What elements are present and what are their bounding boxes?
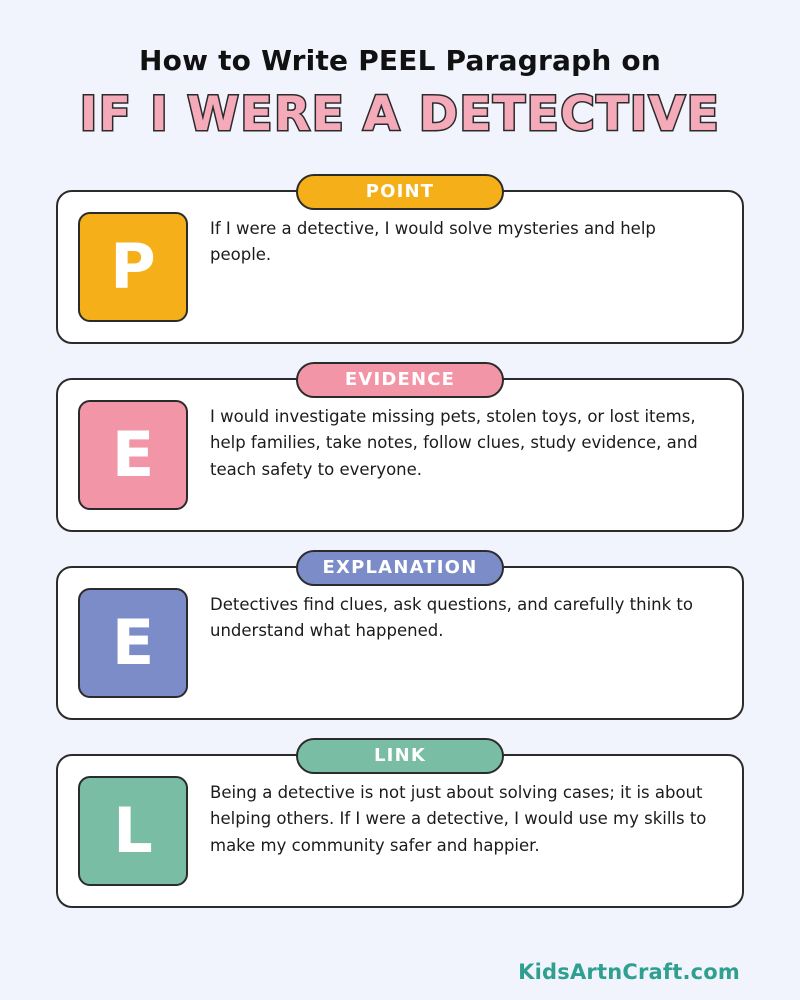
letter-badge-l: L — [78, 776, 188, 886]
section-text-explanation: Detectives find clues, ask questions, and carefully think to understand what happened. — [210, 594, 693, 641]
peel-section-evidence — [56, 362, 744, 532]
letter-badge-e1: E — [78, 400, 188, 510]
footer-credit: KidsArtnCraft.com — [518, 960, 740, 984]
page-title-line1: How to Write PEEL Paragraph on — [139, 44, 661, 77]
letter-badge-p: P — [78, 212, 188, 322]
letter-badge-e2: E — [78, 588, 188, 698]
peel-section-link — [56, 738, 744, 908]
poster-header — [56, 44, 744, 142]
section-label-explanation: EXPLANATION — [296, 550, 504, 586]
peel-sections — [56, 174, 744, 908]
page-title-line2: IF I WERE A DETECTIVE — [79, 86, 721, 142]
section-card-link — [56, 754, 744, 908]
section-card-point — [56, 190, 744, 344]
section-card-explanation — [56, 566, 744, 720]
section-text-evidence: I would investigate missing pets, stolen toys, or lost items, help families, take notes, follow clues, study evidence, and teach safety to everyone. — [210, 406, 698, 480]
section-card-evidence — [56, 378, 744, 532]
section-label-point: POINT — [296, 174, 504, 210]
peel-section-explanation — [56, 550, 744, 720]
peel-section-point — [56, 174, 744, 344]
section-label-link: LINK — [296, 738, 504, 774]
section-text-link: Being a detective is not just about solving cases; it is about helping others. If I were a detective, I would use my skills to make my community safer and happier. — [210, 782, 707, 856]
section-label-evidence: EVIDENCE — [296, 362, 504, 398]
section-text-point: If I were a detective, I would solve mysteries and help people. — [210, 218, 656, 265]
